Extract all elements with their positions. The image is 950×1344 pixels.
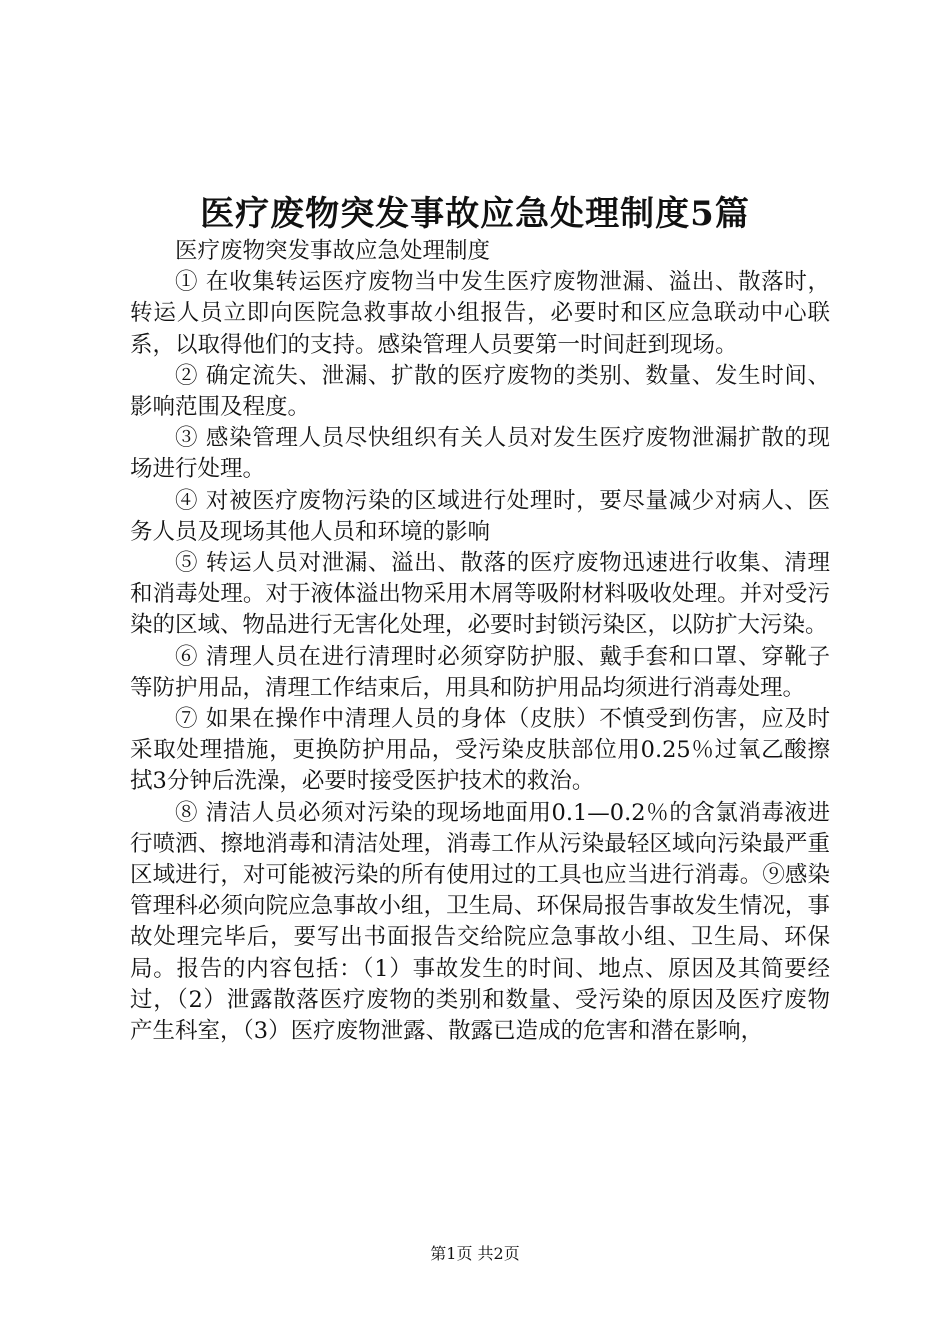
paragraph-item-8: ⑧ 清洁人员必须对污染的现场地面用0.1—0.2％的含氯消毒液进行喷洒、擦地消毒和清洁处理，消毒工作从污染最轻区域向污染最严重区域进行，对可能被污染的所有使用过的工具也应当进行消毒。⑨感染管理科必须向院应急事故小组，卫生局、环保局报告事故发生情况，事故处理完毕后，要写出书面报告交给院应急事故小组、卫生局、环保局。报告的内容包括：（1）事故发生的时间、地点、原因及其简要经过，（2）泄露散落医疗废物的类别和数量、受污染的原因及医疗废物产生科室，（3）医疗废物泄露、散露已造成的危害和潜在影响， [130, 799, 830, 1045]
paragraph-item-2: ② 确定流失、泄漏、扩散的医疗废物的类别、数量、发生时间、影响范围及程度。 [130, 362, 830, 421]
paragraph-item-3: ③ 感染管理人员尽快组织有关人员对发生医疗废物泄漏扩散的现场进行处理。 [130, 425, 830, 483]
paragraph-item-7: ⑦ 如果在操作中清理人员的身体（皮肤）不慎受到伤害，应及时采取处理措施，更换防护用品，受污染皮肤部位用0.25％过氧乙酸擦拭3分钟后洗澡，必要时接受医护技术的救治。 [130, 706, 830, 795]
paragraph-item-6: ⑥ 清理人员在进行清理时必须穿防护服、戴手套和口罩、穿靴子等防护用品，清理工作结束后，用具和防护用品均须进行消毒处理。 [130, 643, 830, 701]
paragraph-item-1: ① 在收集转运医疗废物当中发生医疗废物泄漏、溢出、散落时，转运人员立即向医院急救事故小组报告，必要时和区应急联动中心联系，以取得他们的支持。感染管理人员要第一时间赶到现场。 [130, 269, 830, 358]
paragraph-item-4: ④ 对被医疗废物污染的区域进行处理时，要尽量减少对病人、医务人员及现场其他人员和环境的影响 [130, 487, 830, 545]
paragraph-item-5: ⑤ 转运人员对泄漏、溢出、散落的医疗废物迅速进行收集、清理和消毒处理。对于液体溢出物采用木屑等吸附材料吸收处理。并对受污染的区域、物品进行无害化处理，必要时封锁污染区，以防扩大污染。 [130, 550, 830, 639]
page-footer: 第1页 共2页 [430, 1244, 520, 1263]
document-title: 医疗废物突发事故应急处理制度5篇 [200, 194, 750, 234]
document-body [130, 236, 830, 1047]
paragraph-heading: 医疗废物突发事故应急处理制度 [175, 238, 491, 264]
